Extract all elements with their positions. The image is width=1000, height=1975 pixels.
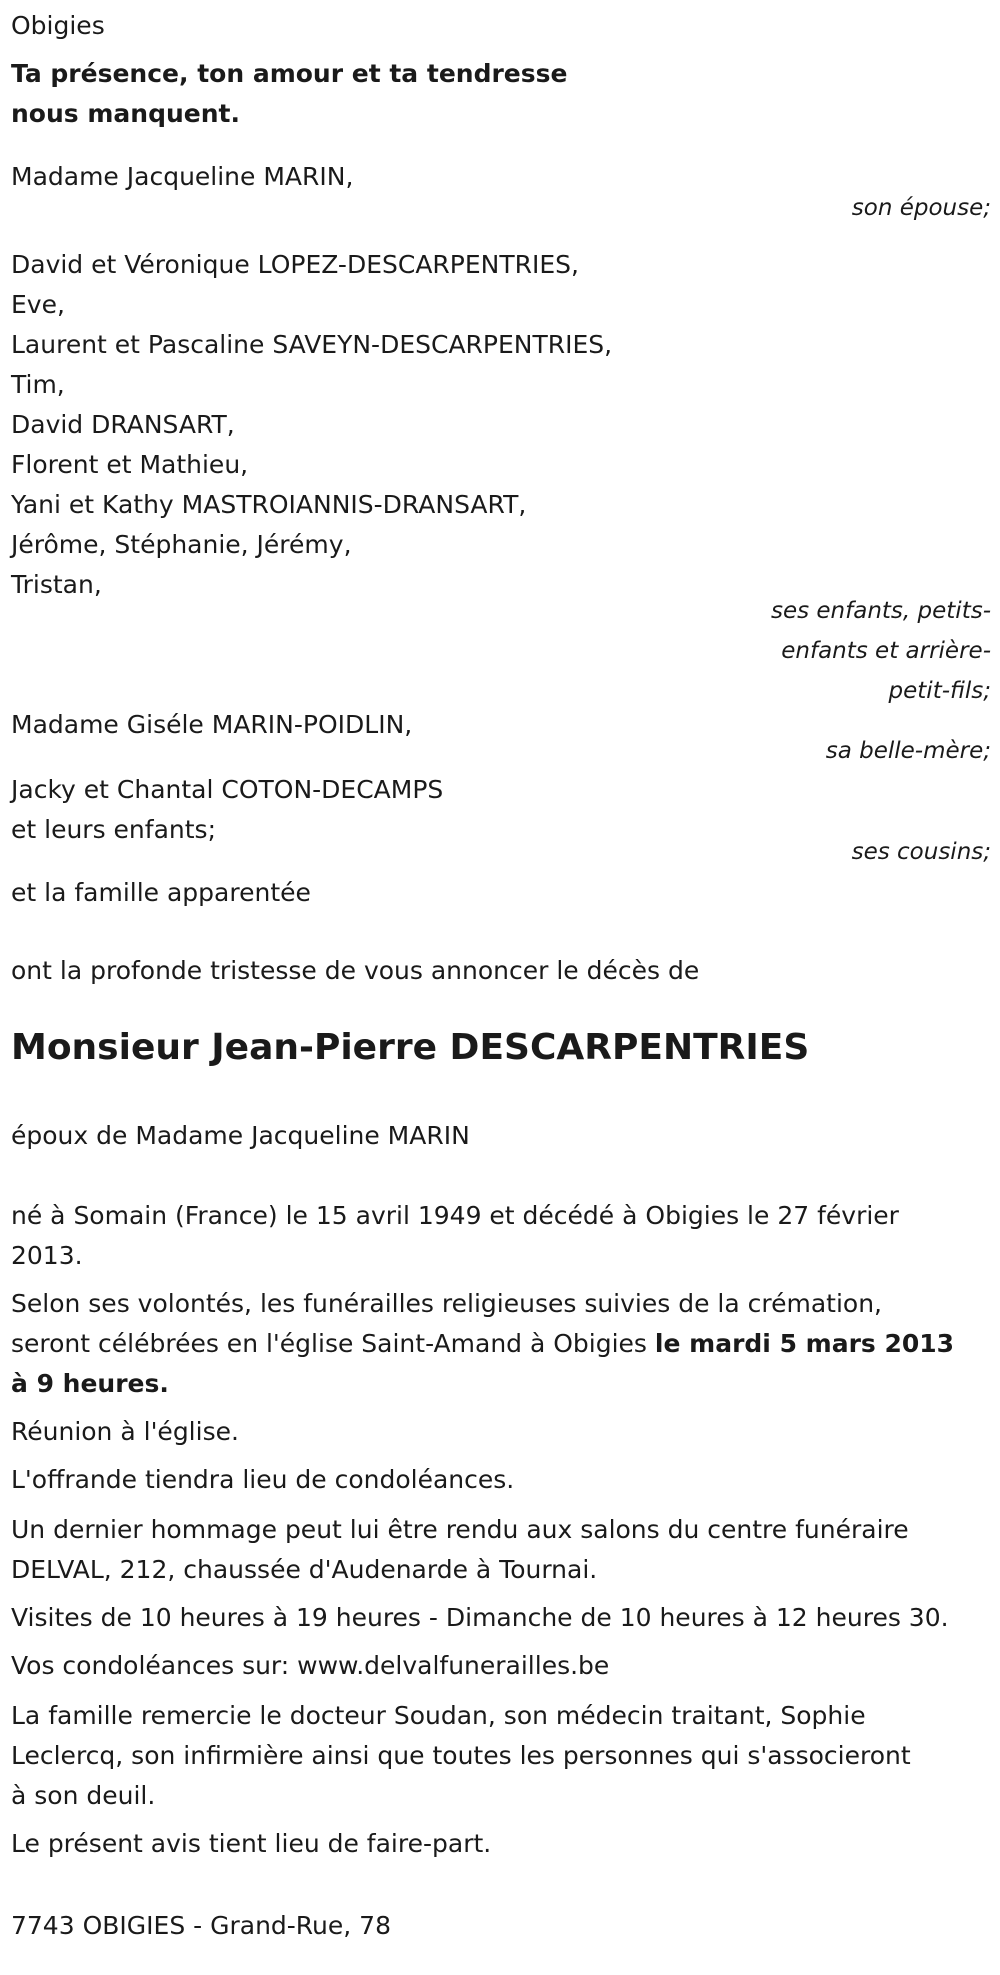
birth-death-line-1: né à Somain (France) le 15 avril 1949 et décédé à Obigies le 27 février (11, 1201, 899, 1230)
role-cousins: ses cousins; (851, 839, 991, 865)
location-heading: Obigies (11, 11, 105, 40)
homage-line-1: Un dernier hommage peut lui être rendu aux salons du centre funéraire (11, 1515, 909, 1544)
thanks-line-2: Leclercq, son infirmière ainsi que toutes les personnes qui s'associeront (11, 1741, 911, 1770)
family-child-line: Florent et Mathieu, (11, 450, 249, 479)
family-extended: et la famille apparentée (11, 878, 311, 907)
funeral-line-1: Selon ses volontés, les funérailles religieuses suivies de la crémation, (11, 1289, 882, 1318)
family-wife: Madame Jacqueline MARIN, (11, 162, 354, 191)
family-child-line: Tristan, (11, 570, 102, 599)
role-mother-in-law: sa belle-mère; (825, 738, 991, 764)
family-child-line: Laurent et Pascaline SAVEYN-DESCARPENTRIES, (11, 330, 613, 359)
funeral-place: seront célébrées en l'église Saint-Amand à Obigies (11, 1329, 655, 1358)
deceased-name: Monsieur Jean-Pierre DESCARPENTRIES (11, 1027, 810, 1068)
condolences-link: Vos condoléances sur: www.delvalfunerailles.be (11, 1651, 610, 1680)
role-children: ses enfants, petits- (770, 598, 991, 624)
family-child-line: Tim, (11, 370, 65, 399)
family-child-line: David et Véronique LOPEZ-DESCARPENTRIES, (11, 250, 579, 279)
family-child-line: David DRANSART, (11, 410, 235, 439)
funeral-line-2 (11, 1324, 954, 1364)
family-cousins-line-1: Jacky et Chantal COTON-DECAMPS (11, 775, 444, 804)
family-child-line: Yani et Kathy MASTROIANNIS-DRANSART, (11, 490, 527, 519)
thanks-line-1: La famille remercie le docteur Soudan, son médecin traitant, Sophie (11, 1701, 866, 1730)
role-children: petit-fils; (888, 678, 991, 704)
visits-info: Visites de 10 heures à 19 heures - Dimanche de 10 heures à 12 heures 30. (11, 1603, 949, 1632)
notice-statement: Le présent avis tient lieu de faire-part. (11, 1829, 492, 1858)
offering-info: L'offrande tiendra lieu de condoléances. (11, 1465, 515, 1494)
thanks-line-3: à son deuil. (11, 1781, 156, 1810)
family-child-line: Eve, (11, 290, 65, 319)
family-child-line: Jérôme, Stéphanie, Jérémy, (11, 530, 352, 559)
role-children: enfants et arrière- (781, 638, 991, 664)
announcement-intro: ont la profonde tristesse de vous annoncer le décès de (11, 956, 700, 985)
funeral-date: le mardi 5 mars 2013 (654, 1329, 955, 1358)
family-cousins-line-2: et leurs enfants; (11, 815, 216, 844)
role-wife: son épouse; (851, 195, 991, 221)
family-address: 7743 OBIGIES - Grand-Rue, 78 (11, 1911, 391, 1940)
tagline-line-1: Ta présence, ton amour et ta tendresse (11, 59, 568, 88)
spouse-of: époux de Madame Jacqueline MARIN (11, 1121, 470, 1150)
tagline-line-2: nous manquent. (11, 99, 240, 128)
meeting-info: Réunion à l'église. (11, 1417, 239, 1446)
homage-line-2: DELVAL, 212, chaussée d'Audenarde à Tournai. (11, 1555, 598, 1584)
funeral-time: à 9 heures. (11, 1369, 169, 1398)
family-mother-in-law: Madame Giséle MARIN-POIDLIN, (11, 710, 413, 739)
birth-death-line-2: 2013. (11, 1241, 83, 1270)
